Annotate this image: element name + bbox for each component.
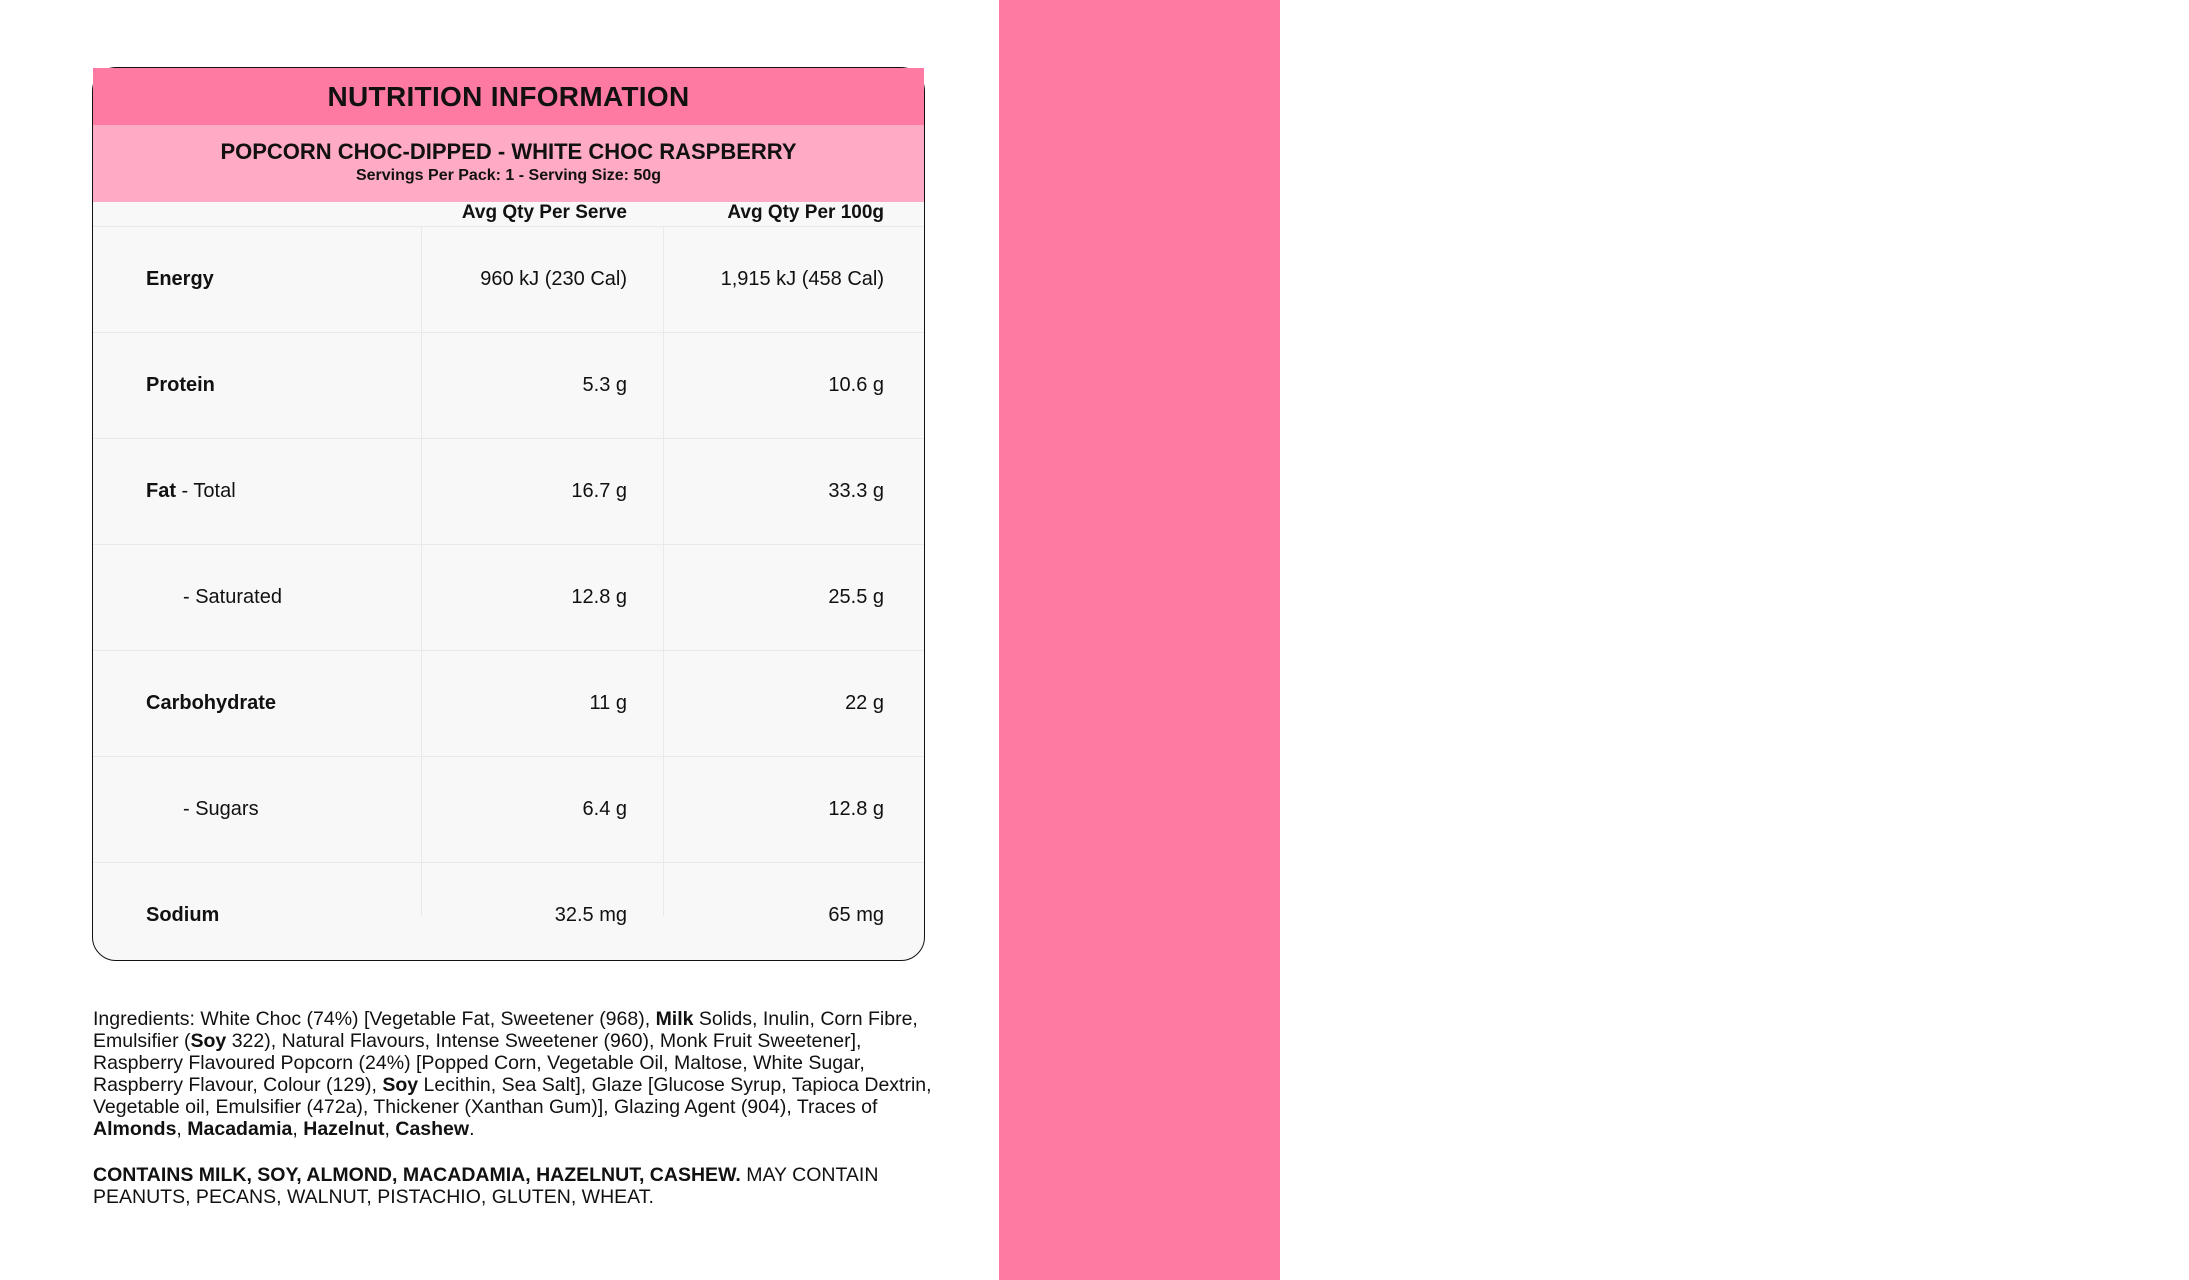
nutrient-name: Fat (146, 480, 176, 502)
ingredients-segment: Lecithin, Sea Salt], Glaze [Glucose Syrup, Tapioca Dextrin, Vegetable oil, Emulsifier (472a), Thickener (Xanthan Gum)], Glazing Agent (904), Traces of (93, 1074, 932, 1118)
side-banner-text: WHITE CHOC RASPBERRY (2088, 48, 2189, 1232)
nutrition-row (93, 544, 924, 650)
value-per-100g: 25.5 g (828, 586, 884, 608)
serving-info: Servings Per Pack: 1 - Serving Size: 50g (355, 167, 662, 184)
ingredients-text (93, 1008, 933, 1140)
allergen-may-contain: MAY CONTAIN PEANUTS, PECANS, WALNUT, PISTACHIO, GLUTEN, WHEAT. (93, 1164, 879, 1208)
allergen-word: Milk (655, 1008, 694, 1030)
value-per-serve: 16.7 g (571, 480, 627, 502)
nutrition-rows (93, 226, 924, 968)
ingredients-segment: Solids, Inulin, Corn Fibre, Emulsifier ( (93, 1008, 918, 1052)
nutrient-name: Energy (146, 268, 214, 290)
value-per-100g: 12.8 g (828, 798, 884, 820)
column-header-per-serve: Avg Qty Per Serve (461, 202, 627, 223)
nutrient-label (146, 863, 219, 968)
nutrient-label (146, 651, 276, 756)
nutrition-row (93, 756, 924, 862)
column-headers (93, 202, 924, 226)
allergen-word: Macadamia (187, 1118, 293, 1140)
value-per-serve: 6.4 g (582, 798, 627, 820)
allergen-word: Cashew (395, 1118, 470, 1140)
value-per-serve: 5.3 g (582, 374, 627, 396)
nutrient-name: Protein (146, 374, 215, 396)
allergen-contains: CONTAINS MILK, SOY, ALMOND, MACADAMIA, HAZELNUT, CASHEW. (93, 1164, 741, 1186)
value-per-serve: 11 g (589, 692, 627, 714)
nutrition-row (93, 862, 924, 968)
nutrition-row (93, 226, 924, 332)
value-per-100g: 65 mg (828, 904, 884, 926)
nutrient-label (146, 333, 215, 438)
value-per-serve: 960 kJ (230 Cal) (480, 268, 627, 290)
nutrition-row (93, 650, 924, 756)
product-name: POPCORN CHOC-DIPPED - WHITE CHOC RASPBERRY (220, 139, 797, 164)
value-per-100g: 10.6 g (828, 374, 884, 396)
ingredients-segment: 322), Natural Flavours, Intense Sweetener (960), Monk Fruit Sweetener], Raspberry Flavoured Popcorn (24%) [Popped Corn, Vegetable Oil, Maltose, White Sugar, Raspberry Flavour, Colour (129), (93, 1030, 865, 1096)
ingredients-segment: , (292, 1118, 304, 1140)
nutrient-label (146, 227, 214, 332)
nutrient-suffix: - Total (176, 480, 236, 502)
product-header (93, 125, 924, 202)
column-header-per-100g: Avg Qty Per 100g (727, 202, 884, 223)
ingredients-segment: , (176, 1118, 188, 1140)
nutrient-name: - Saturated (183, 586, 282, 608)
nutrition-row (93, 332, 924, 438)
nutrition-row (93, 438, 924, 544)
allergen-word: Hazelnut (303, 1118, 385, 1140)
value-per-100g: 33.3 g (828, 480, 884, 502)
nutrient-name: Carbohydrate (146, 692, 277, 714)
nutrient-label (183, 757, 259, 862)
allergen-word: Soy (190, 1030, 227, 1052)
ingredients-segment: Ingredients: White Choc (74%) [Vegetable Fat, Sweetener (968), (93, 1008, 656, 1030)
side-banner (999, 0, 2189, 1280)
panel-title: NUTRITION INFORMATION (93, 68, 924, 125)
nutrient-label (146, 439, 236, 544)
nutrition-panel (92, 67, 925, 961)
value-per-100g: 1,915 kJ (458 Cal) (720, 268, 884, 290)
nutrient-name: Sodium (146, 904, 220, 926)
ingredients-segment: , (384, 1118, 396, 1140)
value-per-serve: 12.8 g (571, 586, 627, 608)
ingredients-segment: . (469, 1118, 475, 1140)
allergen-statement (93, 1164, 933, 1208)
allergen-word: Almonds (93, 1118, 177, 1140)
value-per-100g: 22 g (845, 692, 884, 714)
value-per-serve: 32.5 mg (554, 904, 627, 926)
nutrient-label (183, 545, 282, 650)
allergen-word: Soy (382, 1074, 419, 1096)
nutrient-name: - Sugars (183, 798, 259, 820)
